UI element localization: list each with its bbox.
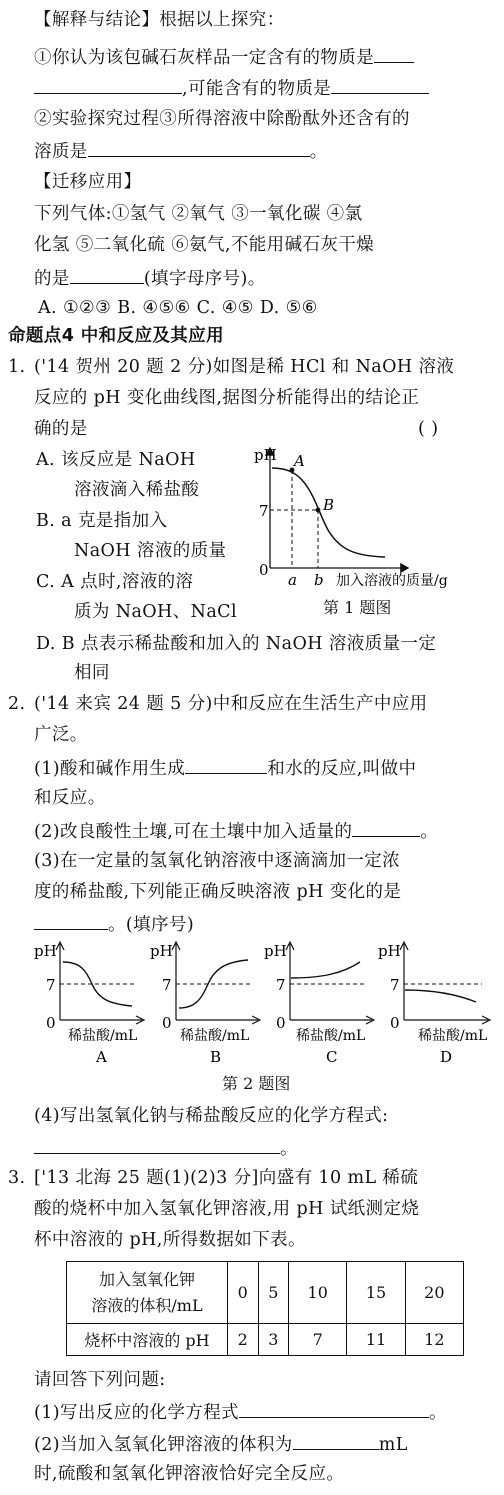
option-d: D. B 点表示稀盐酸和加入的 NaOH 溶液质量一定 — [36, 634, 437, 654]
table-cell: 7 — [289, 1324, 347, 1356]
question-line: 度的稀盐酸,下列能正确反映溶液 pH 变化的是 — [34, 882, 402, 902]
graph-c[interactable] — [260, 938, 380, 1068]
data-table — [66, 1261, 464, 1356]
question-line: 酸的烧杯中加入氢氧化钾溶液,用 pH 试纸测定烧 — [34, 1199, 420, 1219]
answer-blank[interactable] — [293, 1431, 379, 1450]
graph-a-origin: 0 — [46, 1014, 56, 1032]
answer-blank[interactable] — [34, 75, 182, 94]
question-line: 杯中溶液的 pH,所得数据如下表。 — [34, 1230, 306, 1250]
option-c-cont: 质为 NaOH、NaCl — [74, 602, 237, 622]
question-line: 化氢 ⑤二氧化硫 ⑥氨气,不能用碱石灰干燥 — [34, 235, 375, 255]
question-line: 请回答下列问题: — [34, 1370, 166, 1390]
question-line: ('14 来宾 24 题 5 分)中和反应在生活生产中应用 — [34, 694, 428, 714]
question-number: 1. — [8, 357, 26, 377]
graph-d-ylabel: pH — [378, 942, 401, 960]
question-line: ,可能含有的物质是 — [34, 75, 429, 101]
question-line: 反应的 pH 变化曲线图,据图分析能得出的结论正 — [34, 388, 420, 408]
answer-blank[interactable] — [34, 1135, 280, 1154]
question-line: 。 — [34, 1135, 298, 1161]
graph-c-curve — [291, 962, 360, 978]
graph-b-xlabel: 稀盐酸/mL — [180, 1028, 250, 1044]
answer-blank[interactable] — [352, 818, 420, 837]
option-b: B. a 克是指加入 — [36, 511, 168, 531]
graph-b-letter: B — [210, 1048, 222, 1066]
question-line: 下列气体:①氢气 ②氧气 ③一氧化碳 ④氯 — [34, 204, 363, 224]
table-cell: 12 — [405, 1324, 463, 1356]
options-line: A. ①②③ B. ④⑤⑥ C. ④⑤ D. ⑤⑥ — [38, 298, 318, 318]
graph-d[interactable] — [374, 938, 498, 1068]
question-line: 溶质是 。 — [34, 138, 328, 164]
heading-application: 【迁移应用】 — [34, 172, 142, 192]
figure-2-caption: 第 2 题图 — [222, 1074, 291, 1093]
graph-a-xlabel: 稀盐酸/mL — [68, 1028, 138, 1044]
table-cell: 11 — [347, 1324, 405, 1356]
graph-c-xlabel: 稀盐酸/mL — [296, 1028, 366, 1044]
question-line: 的是 (填字母序号)。 — [34, 265, 266, 291]
question-line: (1)写出反应的化学方程式 。 — [34, 1399, 447, 1425]
question-line: (4)写出氢氧化钠与稀盐酸反应的化学方程式: — [34, 1106, 389, 1126]
question-line: 广泛。 — [34, 725, 88, 745]
graph-c-ylabel: pH — [264, 942, 287, 960]
graph-d-y7: 7 — [390, 976, 400, 994]
x-tick-b: b — [314, 571, 324, 589]
graph-d-curve — [405, 990, 476, 1002]
table-cell: 3 — [258, 1324, 289, 1356]
option-a: A. 该反应是 NaOH — [36, 450, 196, 470]
answer-blank[interactable] — [34, 911, 108, 930]
answer-blank[interactable] — [331, 75, 429, 94]
answer-parentheses[interactable]: ( ) — [418, 419, 439, 439]
question-line: ①你认为该包碱石灰样品一定含有的物质是 — [34, 44, 414, 70]
answer-blank[interactable] — [70, 265, 144, 284]
figure-1-ph-curve — [250, 440, 498, 590]
graph-a-letter: A — [96, 1048, 107, 1066]
graph-b-origin: 0 — [162, 1014, 172, 1032]
question-line: 。(填序号) — [34, 911, 194, 937]
question-line: 时,硫酸和氢氧化钾溶液恰好完全反应。 — [34, 1464, 345, 1484]
table-cell: 20 — [405, 1262, 463, 1324]
graph-d-origin: 0 — [390, 1014, 400, 1032]
graph-d-xlabel: 稀盐酸/mL — [418, 1028, 488, 1044]
answer-blank[interactable] — [88, 138, 310, 157]
graph-a-ylabel: pH — [34, 942, 57, 960]
table-cell: 15 — [347, 1262, 405, 1324]
point-a-label: A — [294, 452, 305, 470]
graph-c-y7: 7 — [276, 976, 286, 994]
option-d-cont: 相同 — [74, 663, 110, 683]
answer-blank[interactable] — [185, 755, 267, 774]
graph-c-letter: C — [326, 1048, 338, 1066]
question-line: ('14 贺州 20 题 2 分)如图是稀 HCl 和 NaOH 溶液 — [34, 357, 455, 377]
question-line: ②实验探究过程③所得溶液中除酚酞外还含有的 — [34, 109, 410, 129]
graph-a-y7: 7 — [46, 976, 56, 994]
graph-d-letter: D — [440, 1048, 453, 1066]
origin-label: 0 — [259, 561, 269, 579]
y-tick-7: 7 — [259, 502, 269, 520]
table-cell: 0 — [228, 1262, 259, 1324]
graph-b-y7: 7 — [162, 976, 172, 994]
table-cell: 2 — [228, 1324, 259, 1356]
question-line: 确的是 — [34, 419, 88, 439]
option-a-cont: 溶液滴入稀盐酸 — [74, 480, 200, 500]
point-b — [316, 508, 321, 513]
table-row — [67, 1262, 464, 1324]
question-line: (2)当加入氢氧化钾溶液的体积为 mL — [34, 1431, 408, 1457]
question-line: (3)在一定量的氢氧化钠溶液中逐滴滴加一定浓 — [34, 851, 401, 871]
graph-c-origin: 0 — [276, 1014, 286, 1032]
question-number: 2. — [8, 694, 26, 714]
table-row — [67, 1324, 464, 1356]
question-number: 3. — [8, 1168, 26, 1188]
y-axis-label: pH — [254, 446, 277, 464]
graph-b-ylabel: pH — [150, 942, 173, 960]
point-b-label: B — [323, 496, 335, 514]
x-axis-label: 加入溶液的质量/g — [336, 573, 448, 589]
question-line: 和反应。 — [34, 788, 106, 808]
table-header-cell: 烧杯中溶液的 pH — [67, 1324, 228, 1356]
answer-blank[interactable] — [239, 1399, 429, 1418]
heading-conclusion: 【解释与结论】根据以上探究： — [34, 10, 285, 30]
question-line: ['13 北海 25 题(1)(2)3 分]向盛有 10 mL 稀硫 — [34, 1168, 419, 1188]
answer-blank[interactable] — [374, 44, 414, 63]
table-header-cell: 加入氢氧化钾 溶液的体积/mL — [67, 1262, 228, 1324]
question-line: (2)改良酸性土壤,可在土壤中加入适量的 。 — [34, 818, 438, 844]
question-line: (1)酸和碱作用生成 和水的反应,叫做中 — [34, 755, 416, 781]
table-cell: 5 — [258, 1262, 289, 1324]
x-tick-a: a — [288, 571, 297, 589]
option-c: C. A 点时,溶液的溶 — [36, 572, 194, 592]
option-b-cont: NaOH 溶液的质量 — [74, 541, 227, 561]
graph-b[interactable] — [146, 938, 266, 1068]
section-title: 命题点4 中和反应及其应用 — [8, 326, 224, 346]
graph-a[interactable] — [30, 938, 150, 1068]
figure-1-caption: 第 1 题图 — [323, 598, 392, 617]
table-cell: 10 — [289, 1262, 347, 1324]
